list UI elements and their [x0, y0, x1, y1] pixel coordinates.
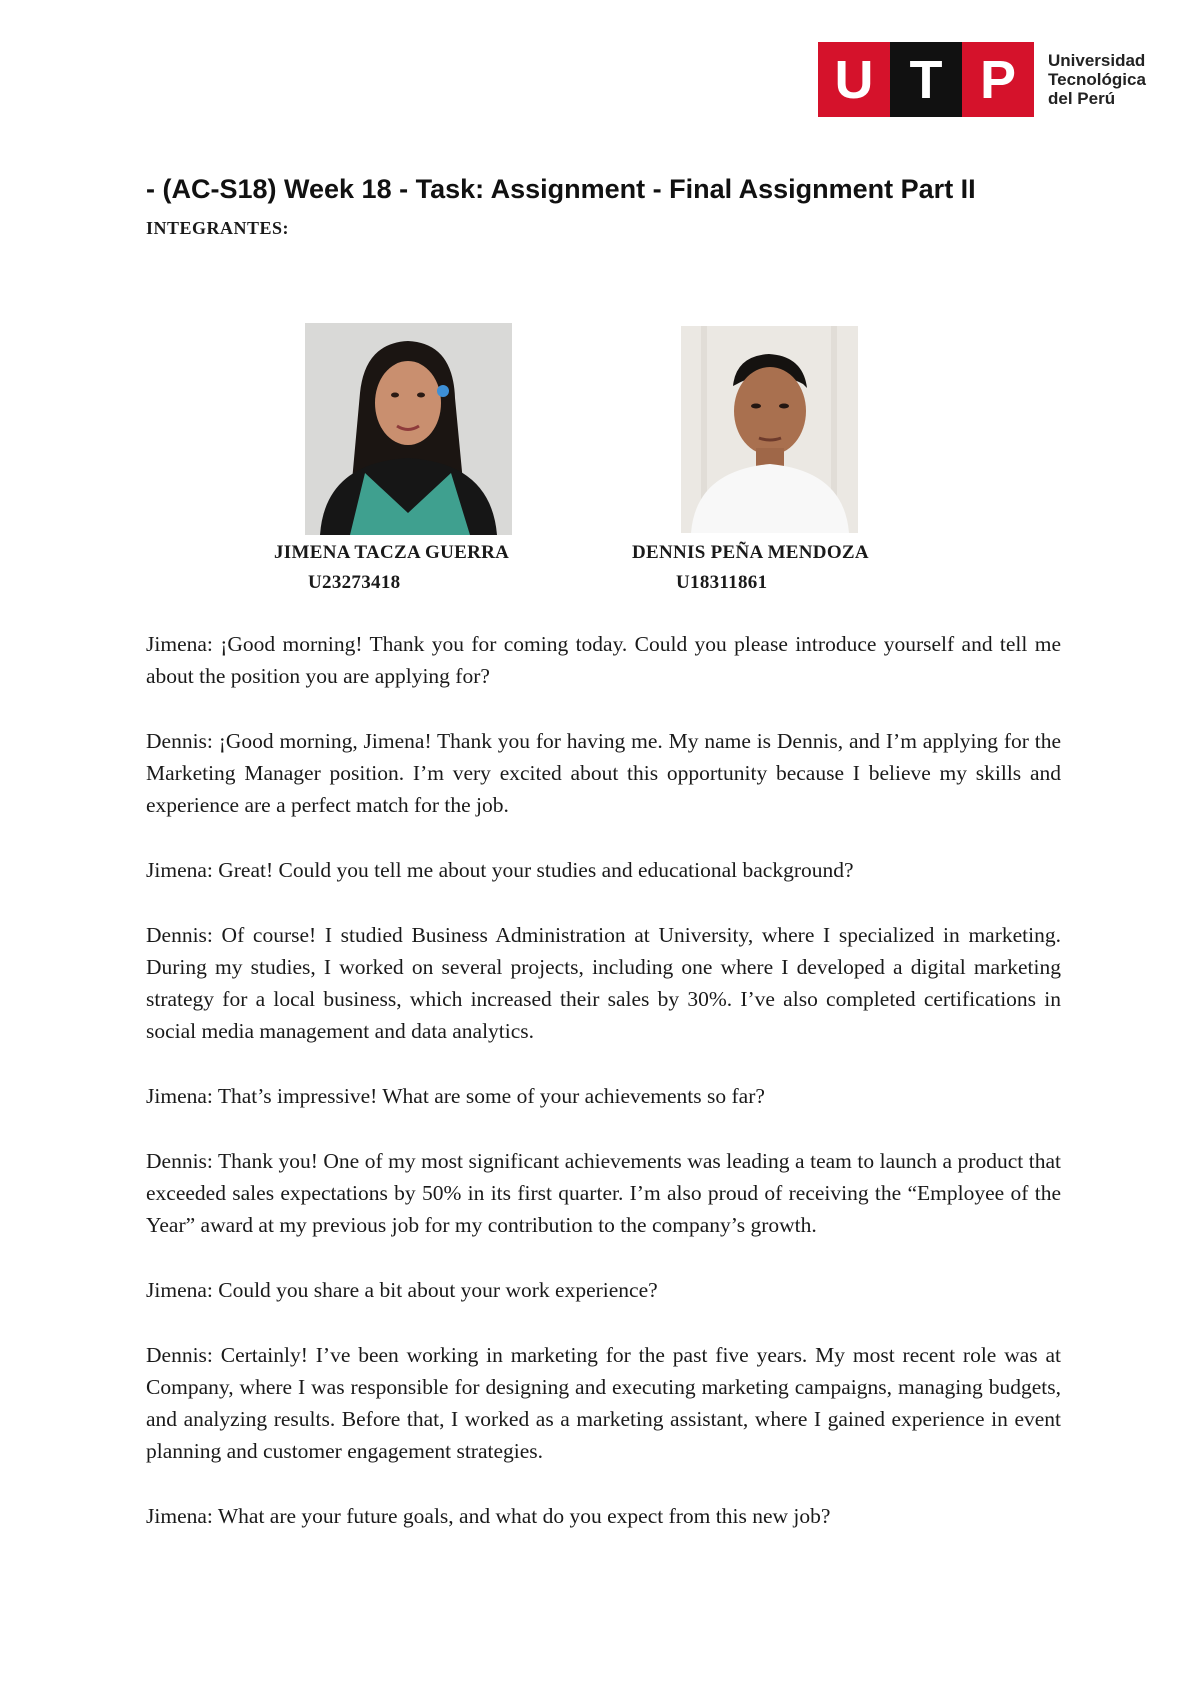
dialogue-paragraph: Dennis: Of course! I studied Business Administration at University, where I specialized in marketing. During my studies, I worked on several projects, including one where I developed a digital marketing strategy for a local business, which increased their sales by 30%. I’ve also completed certifications in social media management and data analytics.: [146, 923, 1061, 1043]
dialogue-paragraph: Jimena: Great! Could you tell me about your studies and educational background?: [146, 858, 854, 882]
members-label: INTEGRANTES:: [146, 218, 290, 238]
logo-university-name: [1048, 51, 1146, 108]
member-id-dennis: U18311861: [676, 572, 768, 593]
dialogue-paragraph: Jimena: That’s impressive! What are some of your achievements so far?: [146, 1084, 765, 1108]
dialogue-paragraph: Jimena: What are your future goals, and what do you expect from this new job?: [146, 1504, 831, 1528]
utp-logo: [818, 42, 1146, 117]
logo-letter-t: T: [890, 42, 962, 117]
logo-text-line: del Perú: [1048, 89, 1116, 108]
dialogue-paragraph: Jimena: ¡Good morning! Thank you for coming today. Could you please introduce yourself and tell me about the position you are applying for?: [146, 632, 1061, 688]
logo-text-line: Tecnológica: [1048, 70, 1146, 89]
member-name-dennis: DENNIS PEÑA MENDOZA: [632, 542, 869, 563]
member-photo-jimena: [305, 323, 512, 535]
page-title: - (AC-S18) Week 18 - Task: Assignment - Final Assignment Part II: [146, 174, 976, 204]
logo-text-line: Universidad: [1048, 51, 1146, 70]
dialogue-paragraph: Dennis: Certainly! I’ve been working in marketing for the past five years. My most recent role was at Company, where I was responsible for designing and executing marketing campaigns, managing budgets, and analyzing results. Before that, I worked as a marketing assistant, where I gained experience in event planning and customer engagement strategies.: [146, 1343, 1061, 1463]
dialogue-paragraph: Dennis: Thank you! One of my most significant achievements was leading a team to launch a product that exceeded sales expectations by 50% in its first quarter. I’m also proud of receiving the “Employee of the Year” award at my previous job for my contribution to the company’s growth.: [146, 1149, 1061, 1237]
interview-dialogue: [146, 628, 1061, 1565]
member-id-jimena: U23273418: [308, 572, 401, 593]
logo-letter-p: P: [962, 42, 1034, 117]
member-name-jimena: JIMENA TACZA GUERRA: [274, 542, 510, 563]
member-photo-dennis: [681, 326, 858, 533]
dialogue-paragraph: Jimena: Could you share a bit about your work experience?: [146, 1278, 658, 1302]
logo-letter-u: U: [818, 42, 890, 117]
dialogue-paragraph: Dennis: ¡Good morning, Jimena! Thank you for having me. My name is Dennis, and I’m applying for the Marketing Manager position. I’m very excited about this opportunity because I believe my skills and experience are a perfect match for the job.: [146, 729, 1061, 817]
